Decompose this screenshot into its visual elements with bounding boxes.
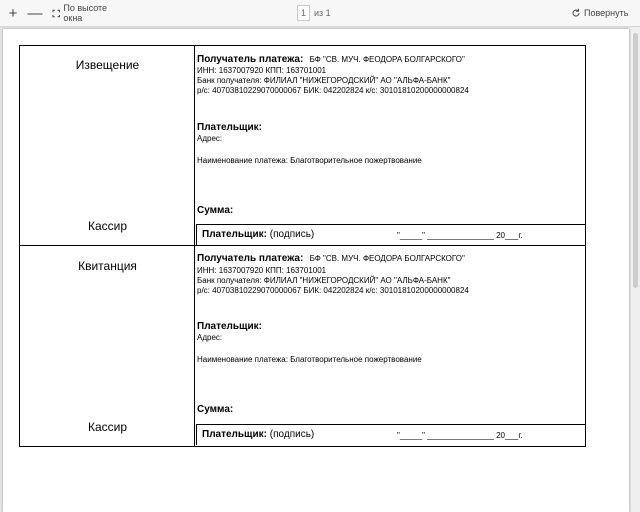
receipt-cashier: Кассир bbox=[87, 420, 128, 434]
sig-subscript: (подпись) bbox=[269, 229, 315, 240]
sig-payer-label: Плательщик: bbox=[202, 229, 267, 240]
recipient-label: Получатель платежа: bbox=[197, 253, 304, 264]
fit-height-label: По высоте окна bbox=[63, 3, 108, 23]
receipt-title: Квитанция bbox=[78, 259, 137, 273]
sig-subscript: (подпись) bbox=[269, 429, 315, 440]
notice-section bbox=[20, 46, 585, 246]
bank-name: Банк получателя: ФИЛИАЛ "НИЖЕГОРОДСКИЙ" АО "АЛЬФА-БАНК" bbox=[197, 276, 451, 285]
notice-left-column bbox=[20, 46, 195, 246]
pdf-page bbox=[3, 29, 629, 512]
bank-accounts: р/с: 40703810229070000067 БИК: 042202824 к/с: 30101810200000000824 bbox=[197, 286, 469, 295]
receipt-details bbox=[196, 246, 585, 446]
notice-signature-row bbox=[196, 224, 585, 245]
rotate-label: Повернуть bbox=[584, 8, 629, 18]
inn-kpp: ИНН: 1637007920 КПП: 163701001 bbox=[197, 266, 327, 275]
sum-label: Сумма: bbox=[197, 205, 234, 216]
sig-date-line: "_____" _______________ 20___г. bbox=[397, 231, 523, 240]
inn-kpp: ИНН: 1637007920 КПП: 163701001 bbox=[197, 66, 327, 75]
payment-purpose: Наименование платежа: Благотворительное пожертвование bbox=[197, 355, 422, 364]
bank-accounts: р/с: 40703810229070000067 БИК: 042202824 к/с: 30101810200000000824 bbox=[197, 86, 469, 95]
fit-height-button[interactable] bbox=[52, 4, 124, 22]
rotate-icon bbox=[571, 8, 581, 18]
payer-label: Плательщик: bbox=[197, 321, 262, 332]
recipient-label: Получатель платежа: bbox=[197, 54, 304, 65]
notice-title: Извещение bbox=[75, 58, 140, 72]
sum-label: Сумма: bbox=[197, 404, 234, 415]
scrollbar-thumb[interactable] bbox=[633, 33, 638, 288]
receipt-left-column bbox=[20, 246, 195, 446]
pdf-toolbar bbox=[0, 0, 640, 27]
page-count: из 1 bbox=[314, 8, 331, 18]
page-number-input[interactable]: 1 bbox=[297, 5, 310, 21]
payer-address: Адрес: bbox=[197, 333, 223, 342]
zoom-in-button[interactable]: + bbox=[8, 4, 18, 22]
rotate-button[interactable] bbox=[571, 4, 633, 22]
zoom-out-button[interactable]: — bbox=[27, 4, 43, 22]
notice-cashier: Кассир bbox=[87, 219, 128, 233]
receipt-signature-row bbox=[196, 424, 585, 445]
fit-height-icon bbox=[52, 9, 60, 18]
payer-label: Плательщик: bbox=[197, 122, 262, 133]
recipient-value: БФ "СВ. МУЧ. ФЕОДОРА БОЛГАРСКОГО" bbox=[309, 254, 465, 263]
notice-details bbox=[196, 46, 585, 246]
payment-form bbox=[19, 45, 586, 447]
recipient-value: БФ "СВ. МУЧ. ФЕОДОРА БОЛГАРСКОГО" bbox=[309, 55, 465, 64]
bank-name: Банк получателя: ФИЛИАЛ "НИЖЕГОРОДСКИЙ" АО "АЛЬФА-БАНК" bbox=[197, 76, 451, 85]
payer-address: Адрес: bbox=[197, 134, 223, 143]
receipt-section bbox=[20, 246, 585, 446]
payment-purpose: Наименование платежа: Благотворительное пожертвование bbox=[197, 156, 422, 165]
sig-payer-label: Плательщик: bbox=[202, 429, 267, 440]
sig-date-line: "_____" _______________ 20___г. bbox=[397, 431, 523, 440]
